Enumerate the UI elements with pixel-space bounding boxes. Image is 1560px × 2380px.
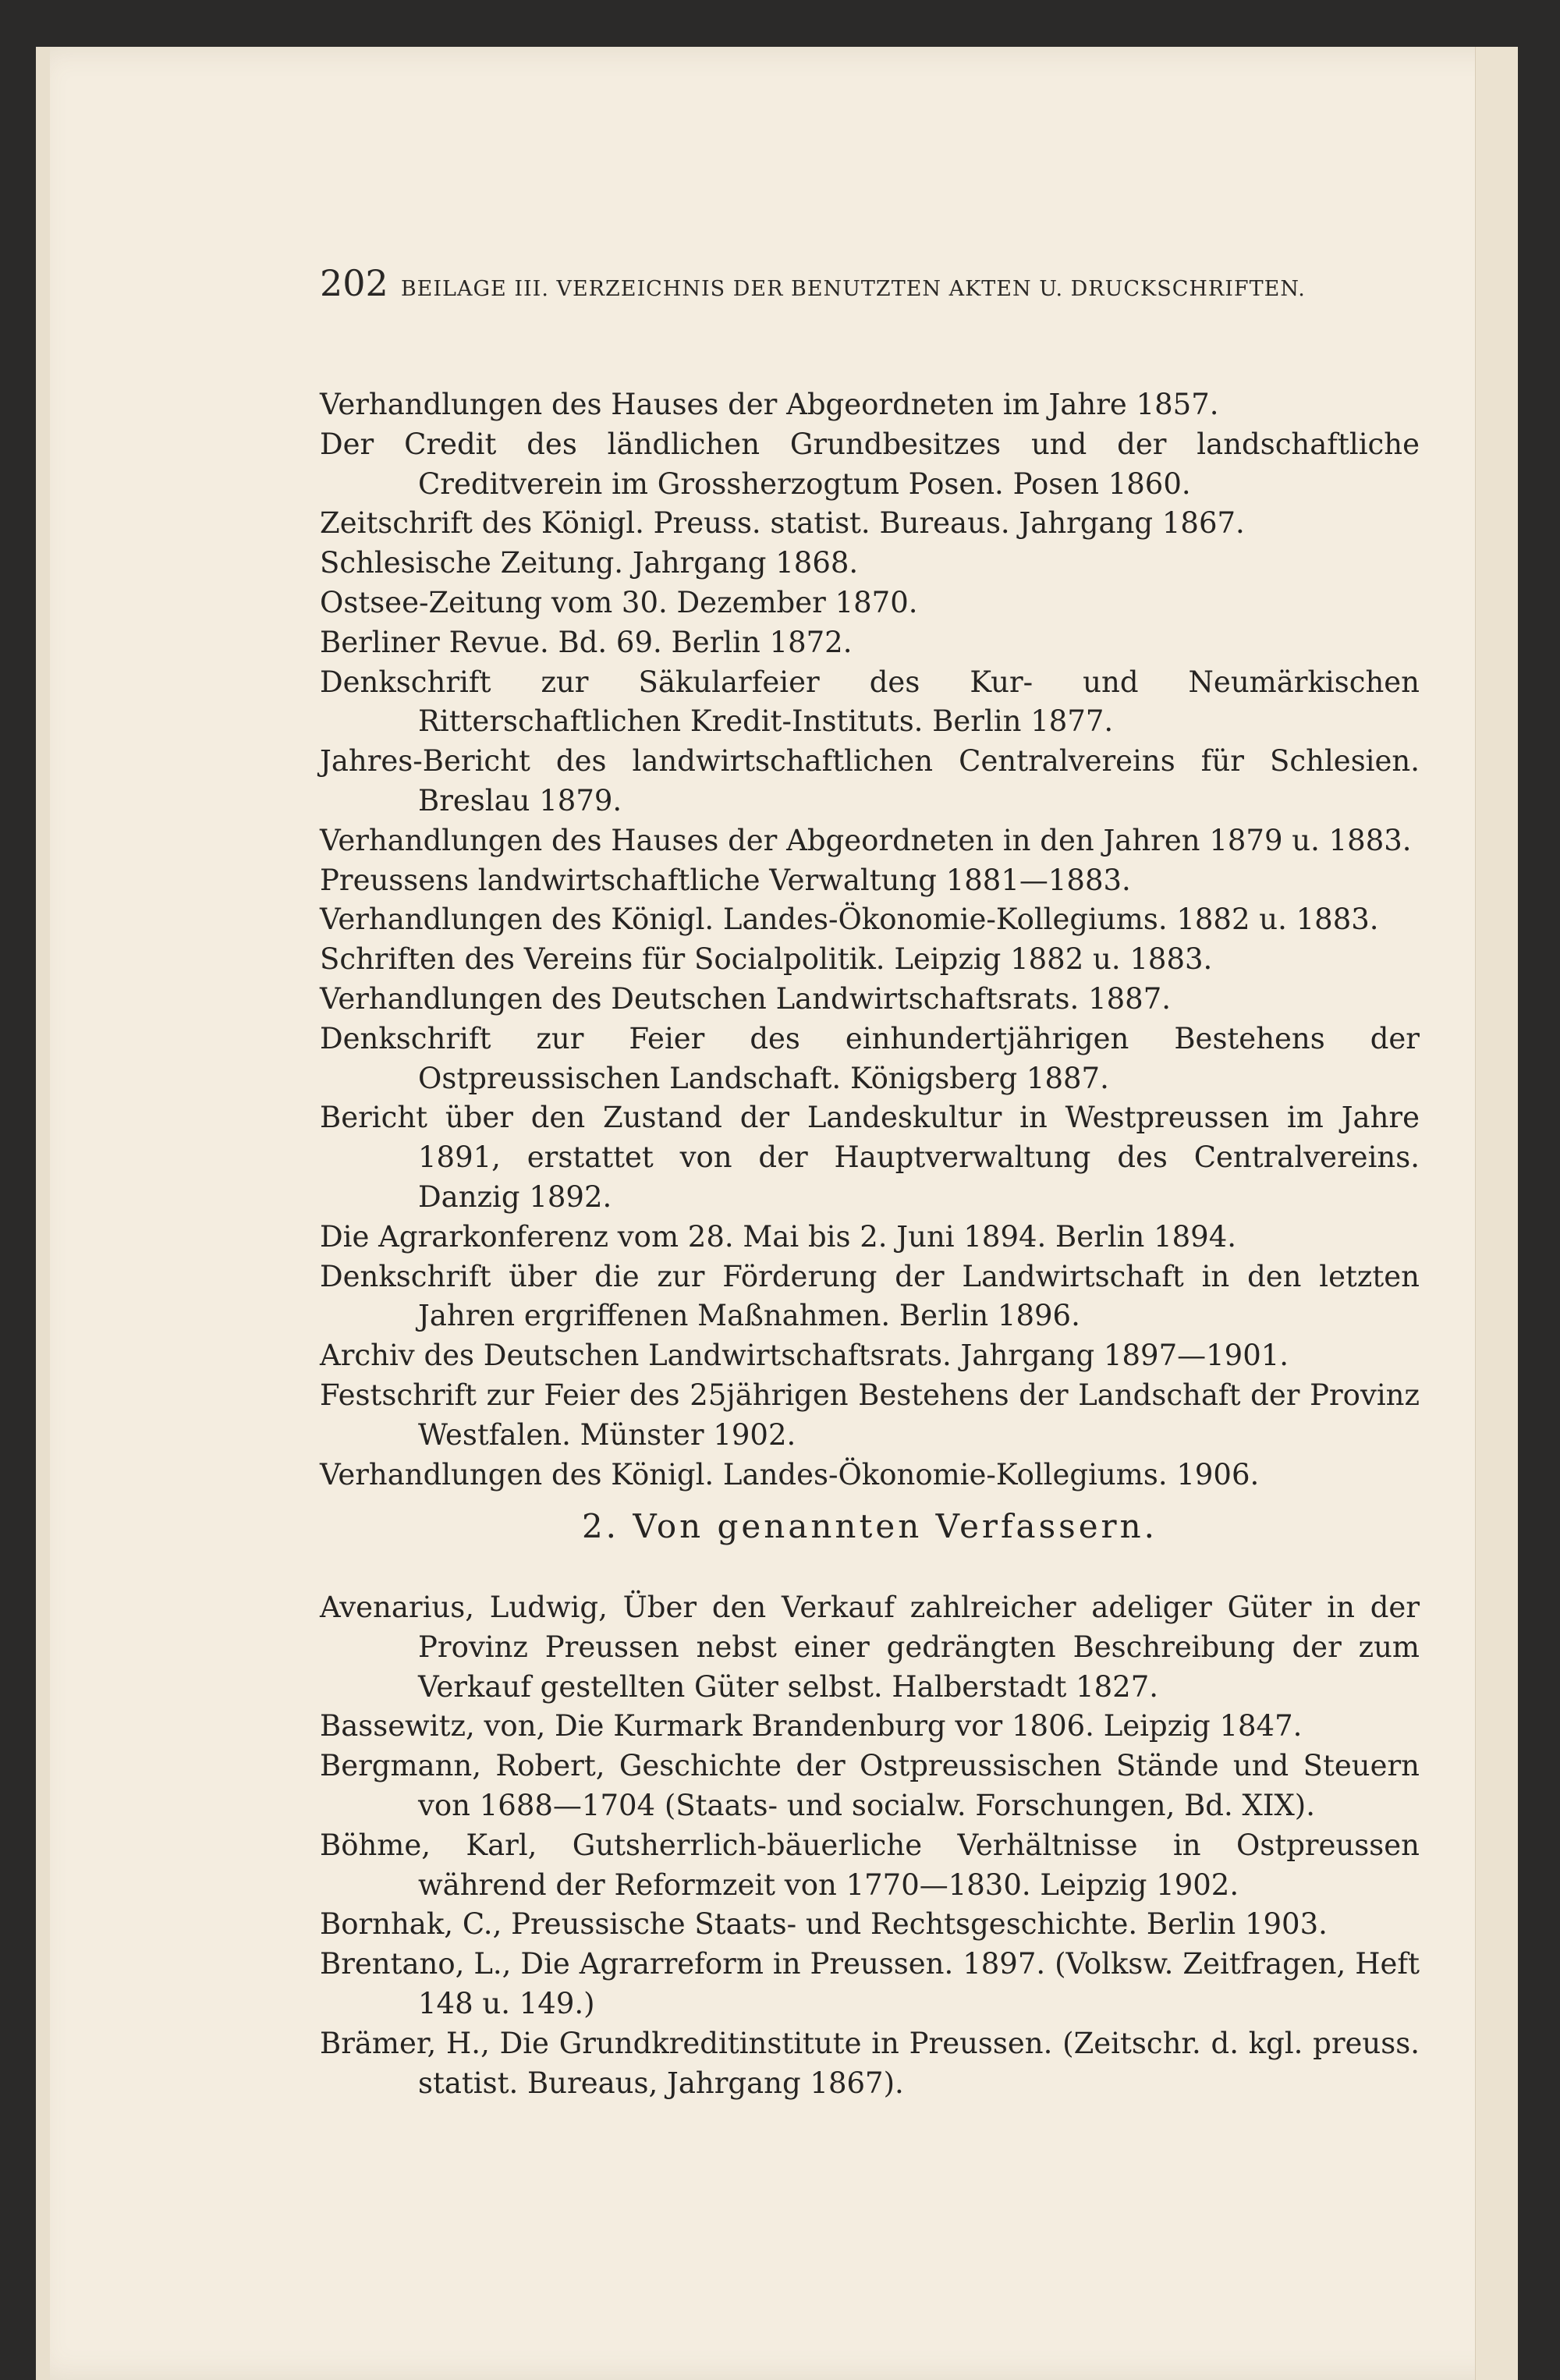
list-item: Verhandlungen des Hauses der Abgeordneten im Jahre 1857. — [320, 388, 1219, 421]
anonymous-sources-list — [320, 385, 1420, 1495]
page-number: 202 — [320, 262, 388, 304]
list-item: Berliner Revue. Bd. 69. Berlin 1872. — [320, 625, 853, 659]
list-item: Verhandlungen des Königl. Landes-Ökonomie-Kollegiums. 1882 u. 1883. — [320, 903, 1379, 937]
running-head — [320, 262, 1420, 304]
list-item: Bassewitz, von, Die Kurmark Brandenburg vor 1806. Leipzig 1847. — [320, 1709, 1303, 1743]
list-item: Verhandlungen des Hauses der Abgeordneten in den Jahren 1879 u. 1883. — [320, 823, 1412, 857]
section-heading: 2. Von genannten Verfassern. — [581, 1507, 1158, 1545]
page-left-edge — [36, 47, 50, 2380]
list-item: Bergmann, Robert, Geschichte der Ostpreussischen Stände und Steuern von 1688—1704 (Staats- und socialw. Forschungen, Bd. XIX). — [320, 1749, 1420, 1822]
author-sources-list — [320, 1588, 1420, 2103]
page-right-edge — [1475, 47, 1518, 2380]
list-item: Verhandlungen des Königl. Landes-Ökonomie-Kollegiums. 1906. — [320, 1457, 1260, 1491]
list-item: Brämer, H., Die Grundkreditinstitute in Preussen. (Zeitschr. d. kgl. preuss. statist. Bureaus, Jahrgang 1867). — [320, 2026, 1420, 2100]
list-item: Festschrift zur Feier des 25jährigen Bestehens der Landschaft der Provinz Westfalen. Münster 1902. — [320, 1378, 1420, 1452]
list-item: Schriften des Vereins für Socialpolitik. Leipzig 1882 u. 1883. — [320, 942, 1213, 977]
list-item: Archiv des Deutschen Landwirtschaftsrats. Jahrgang 1897—1901. — [320, 1339, 1289, 1373]
list-item: Jahres-Bericht des landwirtschaftlichen Centralvereins für Schlesien. Breslau 1879. — [320, 744, 1420, 818]
list-item: Brentano, L., Die Agrarreform in Preussen. 1897. (Volksw. Zeitfragen, Heft 148 u. 149.) — [320, 1947, 1420, 2020]
list-item: Ostsee-Zeitung vom 30. Dezember 1870. — [320, 585, 918, 619]
list-item: Denkschrift zur Säkularfeier des Kur- und Neumärkischen Ritterschaftlichen Kredit-Instituts. Berlin 1877. — [320, 665, 1420, 739]
list-item: Avenarius, Ludwig, Über den Verkauf zahlreicher adeliger Güter in der Provinz Preussen nebst einer gedrängten Beschreibung der zum Verkauf gestellten Güter selbst. Halberstadt 1827. — [320, 1591, 1420, 1704]
list-item: Verhandlungen des Deutschen Landwirtschaftsrats. 1887. — [320, 981, 1171, 1016]
list-item: Bericht über den Zustand der Landeskultur in Westpreussen im Jahre 1891, erstattet von der Hauptverwaltung des Centralvereins. Danzig 1892. — [320, 1101, 1420, 1214]
list-item: Die Agrarkonferenz vom 28. Mai bis 2. Juni 1894. Berlin 1894. — [320, 1219, 1237, 1254]
list-item: Denkschrift über die zur Förderung der Landwirtschaft in den letzten Jahren ergriffenen Maßnahmen. Berlin 1896. — [320, 1259, 1420, 1333]
book-page — [36, 47, 1518, 2380]
list-item: Böhme, Karl, Gutsherrlich-bäuerliche Verhältnisse in Ostpreussen während der Reformzeit von 1770—1830. Leipzig 1902. — [320, 1828, 1420, 1902]
list-item: Schlesische Zeitung. Jahrgang 1868. — [320, 546, 859, 580]
list-item: Denkschrift zur Feier des einhundertjährigen Bestehens der Ostpreussischen Landschaft. Königsberg 1887. — [320, 1021, 1420, 1095]
list-item: Der Credit des ländlichen Grundbesitzes und der landschaftliche Creditverein im Grossherzogtum Posen. Posen 1860. — [320, 427, 1420, 501]
list-item: Preussens landwirtschaftliche Verwaltung 1881—1883. — [320, 863, 1131, 897]
running-head-title: BEILAGE III. VERZEICHNIS DER BENUTZTEN AKTEN U. DRUCKSCHRIFTEN. — [400, 277, 1306, 301]
list-item: Bornhak, C., Preussische Staats- und Rechtsgeschichte. Berlin 1903. — [320, 1907, 1328, 1942]
list-item: Zeitschrift des Königl. Preuss. statist. Bureaus. Jahrgang 1867. — [320, 506, 1245, 541]
